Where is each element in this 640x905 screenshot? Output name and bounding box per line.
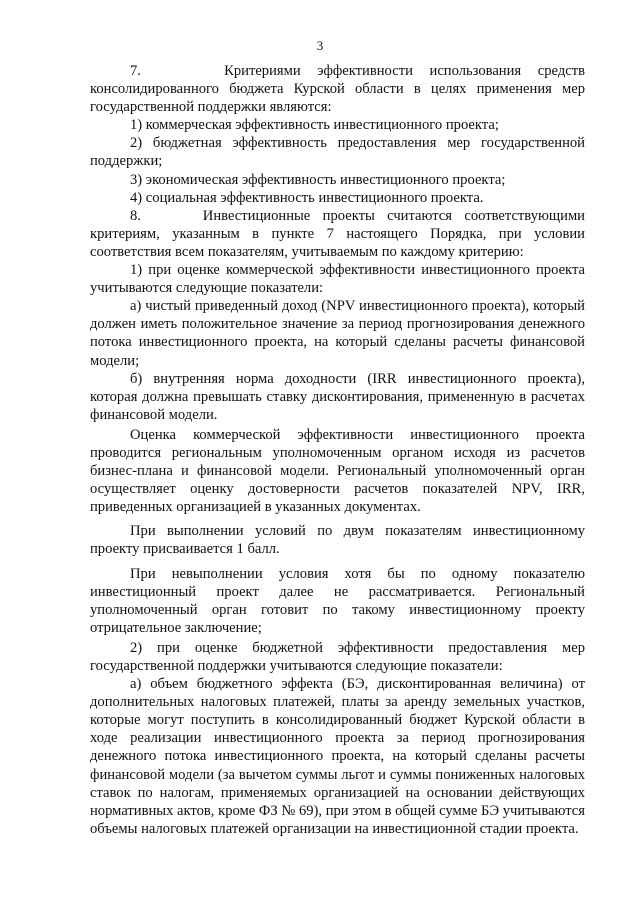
paragraph-commercial-assessment: Оценка коммерческой эффективности инвестиционного проекта проводится региональным уполномоченным органом исходя из расчетов бизнес-плана и финансовой модели. Региональный уполномоченный орган осуществляет оценку достоверности расчетов показателей NPV, IRR, приведенных организацией в указанных документах.: [90, 426, 585, 516]
paragraph-rejection: При невыполнении условия хотя бы по одному показателю инвестиционный проект далее не рассматривается. Региональный уполномоченный орган готовит по такому инвестиционному проекту отрицательное заключение;: [90, 565, 585, 636]
paragraph-item-8: 8. Инвестиционные проекты считаются соответствующими критериям, указанным в пункте 7 настоящего Порядка, при условии соответствия всем показателям, учитываемым по каждому критерию:: [90, 207, 585, 260]
sub-item-npv: а) чистый приведенный доход (NPV инвестиционного проекта), который должен иметь положительное значение за период прогнозирования денежного потока инвестиционного проекта, на который сделаны расчеты финансовой модели;: [90, 298, 585, 369]
list-item-budget-efficiency: 2) при оценке бюджетной эффективности предоставления мер государственной поддержки учитываются следующие показатели:: [90, 639, 585, 674]
paragraph-score: При выполнении условий по двум показателям инвестиционному проекту присваивается 1 балл.: [90, 523, 585, 558]
list-item-commercial-efficiency: 1) при оценке коммерческой эффективности инвестиционного проекта учитываются следующие показатели:: [90, 262, 585, 297]
list-item-criterion-1: 1) коммерческая эффективность инвестиционного проекта;: [130, 117, 499, 134]
page-number: 3: [316, 38, 324, 53]
paragraph-item-7: 7. Критериями эффективности использования средств консолидированного бюджета Курской области в целях применения мер государственной поддержки являются:: [90, 63, 585, 116]
list-item-criterion-3: 3) экономическая эффективность инвестиционного проекта;: [130, 171, 506, 188]
sub-item-budget-effect: а) объем бюджетного эффекта (БЭ, дисконтированная величина) от дополнительных налоговых платежей, платы за аренду земельных участков, которые могут поступить в консолидированный бюджет Курской области в ходе реализации инвестиционного проекта за период прогнозирования денежного потока инвестиционного проекта, на который сделаны расчеты финансовой модели (за вычетом суммы льгот и суммы пониженных налоговых ставок по налогам, применяемых организацией на основании действующих нормативных актов, кроме ФЗ № 69), при этом в общей сумме БЭ учитываются объемы налоговых платежей организации на инвестиционной стадии проекта.: [90, 676, 585, 837]
list-item-criterion-4: 4) социальная эффективность инвестиционного проекта.: [130, 189, 484, 206]
document-body: [90, 62, 585, 838]
sub-item-irr: б) внутренняя норма доходности (IRR инвестиционного проекта), которая должна превышать ставку дисконтирования, примененную в расчетах финансовой модели.: [90, 370, 585, 423]
list-item-criterion-2: 2) бюджетная эффективность предоставления мер государственной поддержки;: [90, 135, 585, 170]
